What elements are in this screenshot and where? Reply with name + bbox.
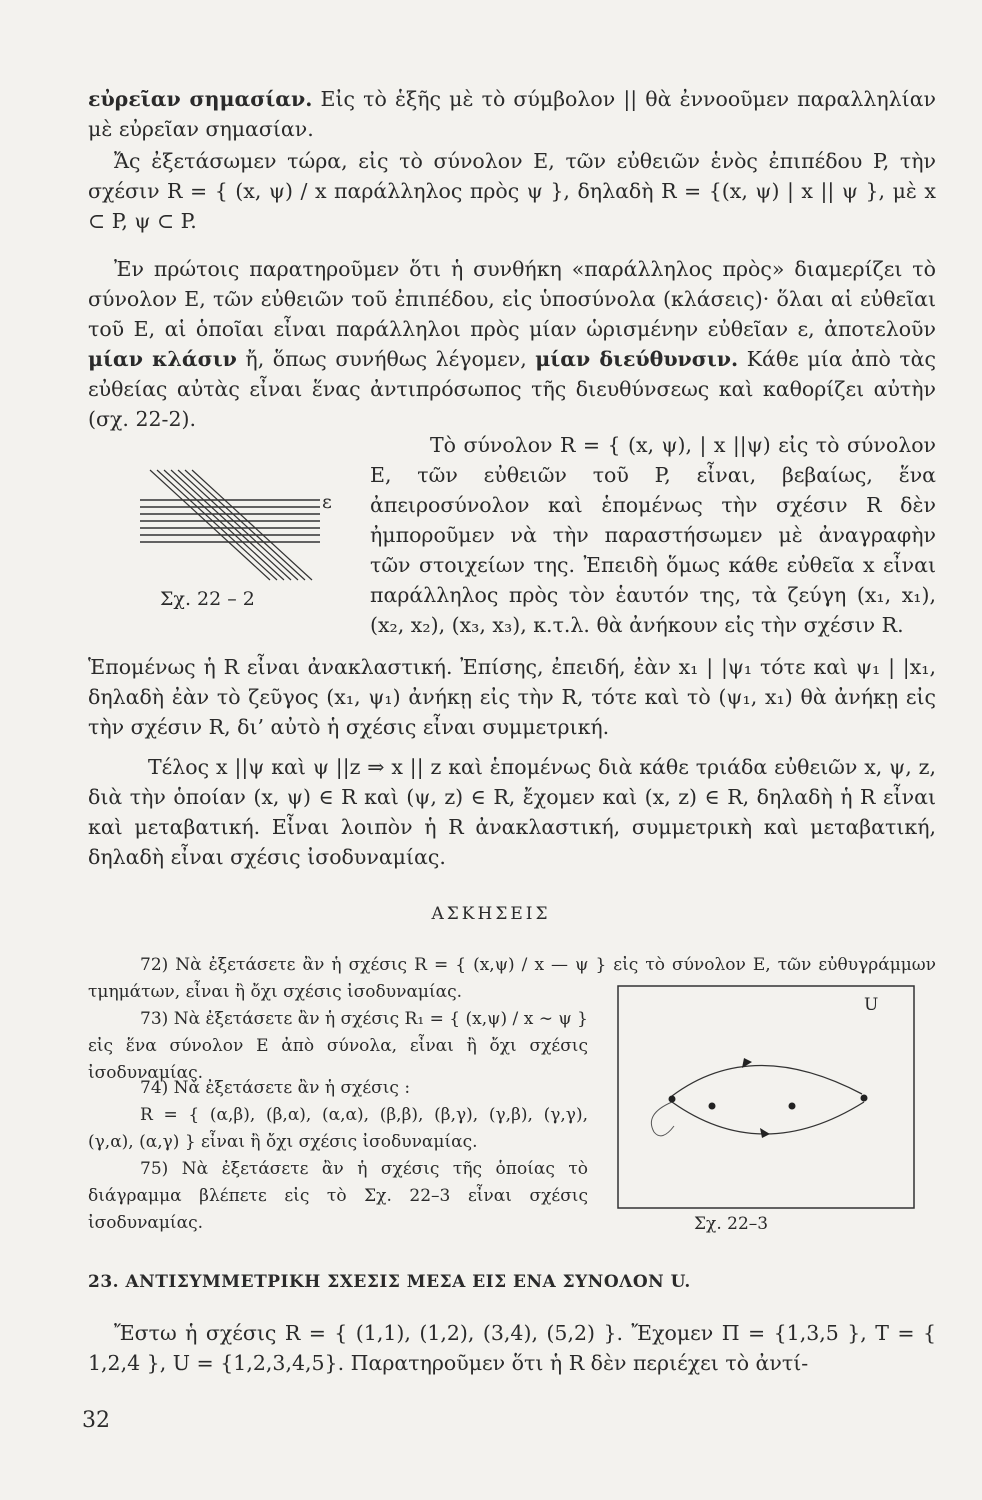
page-number: 32 [82,1408,110,1433]
paragraph-7: Ἔστω ἡ σχέσις R = { (1,1), (1,2), (3,4), (5,2) }. Ἔχομεν Π = {1,3,5 }, T = { 1,2,4 }, U = {1,2,3,4,5}. Παρατηροῦμεν ὅτι ἡ R δὲν περιέχει τὸ ἀντί- [88,1321,936,1375]
small-loop [651,1102,674,1136]
exercise-72: 72) Νὰ ἐξετάσετε ἂν ἡ σχέσις R = { (x,ψ) / x — ψ } εἰς τὸ σύνολον E, τῶν εὐθυγράμμων τμημάτων, εἶναι ἢ ὄχι σχέσις ἰσοδυναμίας. [88,955,936,1002]
point-right [861,1095,868,1102]
figure-label-epsilon: ε [322,491,332,513]
point-middle-left [709,1103,716,1110]
paragraph-5: Ἑπομένως ἡ R εἶναι ἀνακλαστική. Ἐπίσης, ἐπειδή, ἐὰν x₁ | |ψ₁ τότε καὶ ψ₁ | |x₁, δηλαδὴ ἐὰν τὸ ζεῦγος (x₁, ψ₁) ἀνήκῃ εἰς τὴν R, τότε καὶ τὸ (ψ₁, x₁) θὰ ἀνήκῃ εἰς τὴν σχέσιν R, δι’ αὐτὸ ἡ σχέσις εἶναι συμμετρική. [88,655,936,739]
arrow-head-lower [760,1128,770,1138]
oblique-lines [150,470,312,580]
horizontal-lines [140,500,320,542]
exercise-74-intro: 74) Νὰ ἐξετάσετε ἂν ἡ σχέσις : [140,1078,411,1098]
paragraph-6: Τέλος x ||ψ καὶ ψ ||z ⇒ x || z καὶ ἑπομένως διὰ κάθε τριάδα εὐθειῶν x, ψ, z, διὰ τὴν ὁποίαν (x, ψ) ∈ R καὶ (ψ, z) ∈ R, ἔχομεν καὶ (x, z) ∈ R, δηλαδὴ ἡ R εἶναι καὶ μεταβατική. Εἶναι λοιπὸν ἡ R ἀνακλαστική, συμμετρικὴ καὶ μεταβατική, δηλαδὴ εἶναι σχέσις ἰσοδυναμίας. [88,755,936,869]
paragraph-3 [88,254,936,434]
upper-arc [672,1065,862,1096]
lower-arc [672,1102,864,1134]
paragraph-2: Ἄς ἐξετάσωμεν τώρα, εἰς τὸ σύνολον E, τῶν εὐθειῶν ἑνὸς ἐπιπέδου P, τὴν σχέσιν R = { (x, ψ) / x παράλληλος πρὸς ψ }, δηλαδὴ R = {(x, ψ) | x || ψ }, μὲ x ⊂ P, ψ ⊂ P. [88,149,936,233]
paragraph-1 [88,84,936,144]
paragraph-3-text-d: Κάθε μία ἀπὸ τὰς εὐθείας αὐτὰς εἶναι ἕνας ἀντιπρόσωπος τῆς διευθύνσεως καὶ καθορίζει αὐτὴν (σχ. 22-2). [88,347,936,431]
figure-label-U: U [864,995,879,1015]
figure-parallel-lines [120,460,350,590]
paragraph-4: Τὸ σύνολον R = { (x, ψ), | x ||ψ) εἰς τὸ σύνολον E, τῶν εὐθειῶν τοῦ P, εἶναι, βεβαίως, ἕνα ἀπειροσύνολον καὶ ἑπομένως τὴν σχέσιν R δὲν ἠμποροῦμεν νὰ τὴν παραστήσωμεν μὲ ἀναγραφὴν τῶν στοιχείων της. Ἐπειδὴ ὅμως κάθε εὐθεῖα x εἶναι παράλληλος πρὸς τὸν ἑαυτόν της, τὰ ζεύγη (x₁, x₁), (x₂, x₂), (x₃, x₃), κ.τ.λ. θὰ ἀνήκουν εἰς τὴν σχέσιν R. [370,433,936,637]
exercise-75: 75) Νὰ ἐξετάσετε ἂν ἡ σχέσις τῆς ὁποίας τὸ διάγραμμα βλέπετε εἰς τὸ Σχ. 22–3 εἶναι σχέσις ἰσοδυναμίας. [88,1159,588,1233]
point-left [669,1096,676,1103]
paragraph-1-bold: εὐρεῖαν σημασίαν. [88,87,313,111]
section-23-title: 23. ΑΝΤΙΣΥΜΜΕΤΡΙΚΗ ΣΧΕΣΙΣ ΜΕΣΑ ΕΙΣ ΕΝΑ ΣΥΝΟΛΟΝ U. [88,1272,691,1292]
exercise-74-relation: R = { (α,β), (β,α), (α,α), (β,β), (β,γ), (γ,β), (γ,γ), (γ,α), (α,γ) } εἶναι ἢ ὄχι σχέσις ἰσοδυναμίας. [88,1105,588,1152]
exercise-73: 73) Νὰ ἐξετάσετε ἂν ἡ σχέσις R₁ = { (x,ψ) / x ∼ ψ } εἰς ἕνα σύνολον E ἀπὸ σύνολα, εἶναι ἢ ὄχι σχέσις ἰσοδυναμίας. [88,1009,588,1083]
paragraph-1-text: Εἰς τὸ ἑξῆς μὲ τὸ σύμβολον || θὰ ἐννοοῦμεν παραλληλίαν μὲ εὐρεῖαν σημασίαν. [88,87,936,141]
point-middle-right [789,1103,796,1110]
paragraph-3-bold-b: μίαν διεύθυνσιν. [535,347,739,371]
exercises-heading: ΑΣΚΗΣΕΙΣ [431,904,551,924]
paragraph-3-text-c: ἤ, ὅπως συνήθως λέγομεν, [236,347,527,371]
figure-caption-22-2: Σχ. 22 – 2 [160,588,255,610]
figure-caption-22-3: Σχ. 22–3 [694,1214,769,1234]
paragraph-3-text-a: Ἐν πρώτοις παρατηροῦμεν ὅτι ἡ συνθήκη «παράλληλος πρὸς» διαμερίζει τὸ σύνολον E, τῶν εὐθειῶν τοῦ ἐπιπέδου, εἰς ὑποσύνολα (κλάσεις)· ὅλαι αἱ εὐθεῖαι τοῦ E, αἱ ὁποῖαι εἶναι παράλληλοι πρὸς μίαν ὡρισμένην εὐθεῖαν ε, ἀποτελοῦν [88,257,936,341]
paragraph-3-bold-a: μίαν κλάσιν [88,347,237,371]
